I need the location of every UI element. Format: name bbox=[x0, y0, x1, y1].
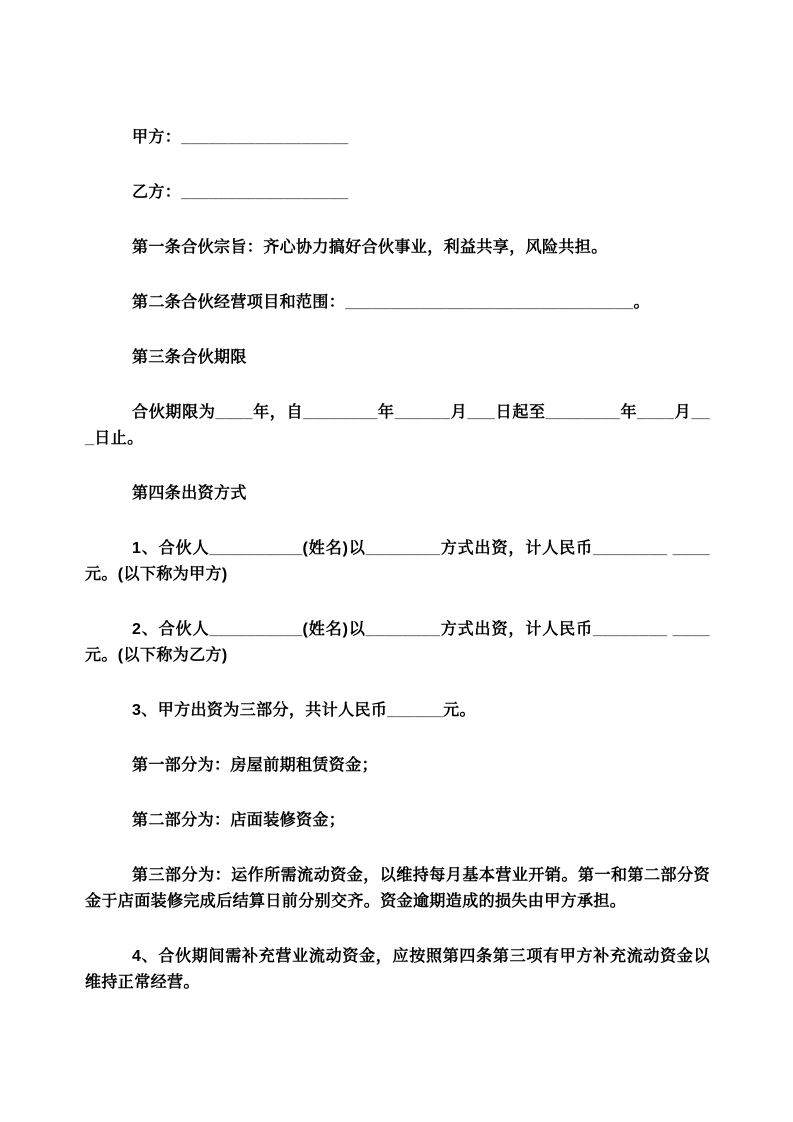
clause-3-term-line: 合伙期限为____年，自________年______月___日起至________年____月___日止。 bbox=[85, 404, 710, 447]
party-b-blank-line: 乙方：__________________ bbox=[132, 184, 349, 201]
clause-4-item-2: 2、合伙人__________(姓名)以________方式出资，计人民币________ ____元。(以下称为乙方) bbox=[85, 621, 710, 664]
clause-4-item-1: 1、合伙人__________(姓名)以________方式出资，计人民币________ ____元。(以下称为甲方) bbox=[85, 540, 710, 583]
clause-2-scope: 第二条合伙经营项目和范围：_______________________________。 bbox=[132, 294, 650, 311]
funds-part-1-line: 第一部分为：房屋前期租赁资金； bbox=[132, 757, 379, 774]
funds-part-2-line: 第二部分为：店面装修资金； bbox=[132, 812, 346, 829]
clause-4-item-3: 3、甲方出资为三部分，共计人民币______元。 bbox=[132, 702, 476, 719]
clause-4-item-4: 4、合伙期间需补充营业流动资金，应按照第四条第三项有甲方补充流动资金以维持正常经营。 bbox=[85, 948, 710, 991]
party-a-blank-line: 甲方：__________________ bbox=[132, 129, 349, 146]
funds-part-3-line: 第三部分为：运作所需流动资金，以维持每月基本营业开销。第一和第二部分资金于店面装修完成后结算日前分别交齐。资金逾期造成的损失由甲方承担。 bbox=[85, 867, 710, 910]
clause-1-purpose: 第一条合伙宗旨：齐心协力搞好合伙事业，利益共享，风险共担。 bbox=[132, 239, 608, 256]
clause-4-heading: 第四条出资方式 bbox=[132, 485, 247, 502]
clause-3-heading: 第三条合伙期限 bbox=[132, 349, 247, 366]
